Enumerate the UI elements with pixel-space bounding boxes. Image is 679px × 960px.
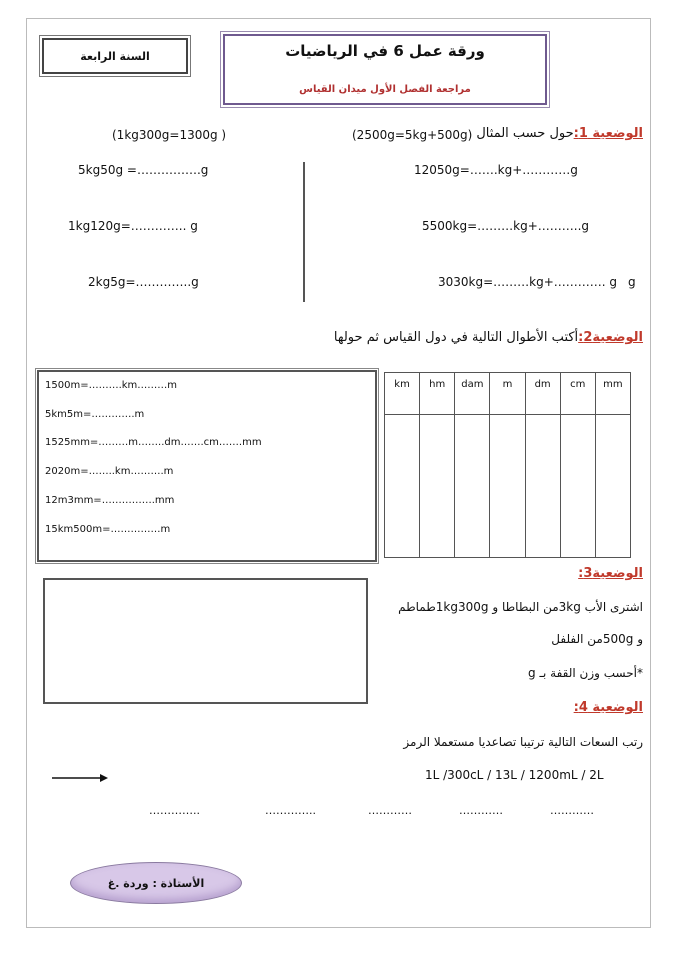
s1-left-item: 5kg50g =…………….g xyxy=(78,163,209,177)
teacher-badge xyxy=(70,862,242,904)
unit-cell[interactable] xyxy=(385,415,420,558)
s1-divider xyxy=(303,162,305,302)
s3-line1: اشترى الأب 3kgمن البطاطا و 1kg300gطماطم xyxy=(398,600,643,614)
arrow-right-icon xyxy=(52,772,108,784)
s4-blank[interactable]: ………… xyxy=(368,804,412,817)
grade-box xyxy=(42,38,188,74)
s1-left-item: 2kg5g=…………..g xyxy=(88,275,199,289)
title-box xyxy=(223,34,547,105)
units-table xyxy=(384,372,631,558)
unit-cell[interactable] xyxy=(455,415,490,558)
unit-header: dam xyxy=(455,373,490,415)
s2-length-item: 1500m=……….km………m xyxy=(45,380,178,391)
s2-label: الوضعية2: xyxy=(578,330,643,345)
s2-length-item: 15km500m=……………m xyxy=(45,524,171,535)
unit-header: hm xyxy=(420,373,455,415)
s1-instruction: حول حسب المثال xyxy=(476,126,574,141)
unit-cell[interactable] xyxy=(490,415,525,558)
s3-label: الوضعية3: xyxy=(578,566,643,581)
s1-right-item: 5500kg=………kg+………..g xyxy=(422,219,590,233)
s3-answer-box[interactable] xyxy=(43,578,368,704)
s3-heading xyxy=(578,566,643,581)
s1-extra-unit: g xyxy=(628,275,636,289)
s4-instruction: رتب السعات التالية ترتيبا تصاعديا مستعملا الرمز xyxy=(403,735,643,749)
s1-right-item: 3030kg=………kg+…………. g xyxy=(438,275,618,289)
s2-lengths-box xyxy=(37,370,377,562)
unit-cell[interactable] xyxy=(420,415,455,558)
s4-blank[interactable]: ………… xyxy=(459,804,503,817)
s1-left-item: 1kg120g=………….. g xyxy=(68,219,198,233)
s2-length-item: 5km5m=………….m xyxy=(45,409,145,420)
worksheet-title: ورقة عمل 6 في الرياضيات xyxy=(285,42,485,60)
s1-example-right: (2500g=5kg+500g) xyxy=(352,128,473,142)
s4-heading xyxy=(574,700,643,715)
s4-label: الوضعية 4: xyxy=(573,700,643,715)
unit-cell[interactable] xyxy=(595,415,630,558)
s2-instruction: أكتب الأطوال التالية في دول القياس ثم حولها xyxy=(333,330,579,345)
s2-length-item: 2020m=……..km……….m xyxy=(45,466,174,477)
grade-label: السنة الرابعة xyxy=(80,49,150,63)
s3-line2: و 500gمن الفلفل xyxy=(551,632,643,646)
s2-length-item: 1525mm=………m……..dm…….cm…….mm xyxy=(45,437,262,448)
s1-example-left: (1kg300g=1300g ) xyxy=(112,128,227,142)
s1-right-item: 12050g=…….kg+…………g xyxy=(414,163,578,177)
unit-header: m xyxy=(490,373,525,415)
unit-header: mm xyxy=(595,373,630,415)
unit-header: km xyxy=(385,373,420,415)
s1-heading xyxy=(476,126,643,141)
worksheet-subtitle: مراجعة الفصل الأول ميدان القياس xyxy=(299,84,471,95)
s2-length-item: 12m3mm=…………….mm xyxy=(45,495,175,506)
unit-cell[interactable] xyxy=(525,415,560,558)
s4-blank[interactable]: ………… xyxy=(550,804,594,817)
s3-line3: *أحسب وزن القفة بـ g xyxy=(528,666,643,680)
unit-header: cm xyxy=(560,373,595,415)
teacher-name: الأستاذة : وردة .غ xyxy=(107,876,205,890)
s4-blank[interactable]: ………….. xyxy=(265,804,316,817)
unit-header: dm xyxy=(525,373,560,415)
s2-heading xyxy=(334,330,643,345)
unit-cell[interactable] xyxy=(560,415,595,558)
s1-label: الوضعية 1: xyxy=(573,126,643,141)
s4-capacities: 1L /300cL / 13L / 1200mL / 2L xyxy=(425,768,604,782)
s4-blank[interactable]: ………….. xyxy=(149,804,200,817)
